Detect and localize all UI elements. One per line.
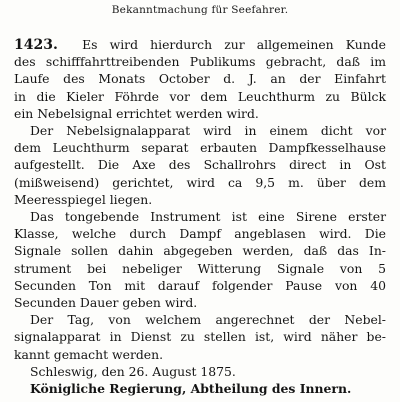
text-line: dem Leuchthurm separat erbauten Dampfkesselhause xyxy=(14,140,386,156)
text-line: Signale sollen dahin abgegeben werden, daß das In- xyxy=(14,243,386,259)
text-line: signalapparat in Dienst zu stellen ist, wird näher be- xyxy=(14,329,386,345)
place-date: Schleswig, den 26. August 1875. xyxy=(30,363,236,379)
text-line: Der Nebelsignalapparat wird in einem dicht vor xyxy=(30,123,386,138)
text-line: Klasse, welche durch Dampf angeblasen wird. Die xyxy=(14,226,386,242)
text-line: Meeresspiegel liegen. xyxy=(14,191,153,207)
text-line: in die Kieler Föhrde vor dem Leuchthurm zu Bülck xyxy=(14,88,386,104)
notice-heading: Bekanntmachung für Seefahrer. xyxy=(111,4,289,16)
text-line: des schifffahrttreibenden Publikums gebracht, daß im xyxy=(14,54,386,70)
text-line: kannt gemacht werden. xyxy=(14,346,164,362)
text-line: Laufe des Monats October d. J. an der Einfahrt xyxy=(14,71,386,87)
text-line: (mißweisend) gerichtet, wird ca 9,5 m. über dem xyxy=(14,174,386,190)
text-line: Das tongebende Instrument ist eine Sirene erster xyxy=(30,209,386,224)
authority-signature: Königliche Regierung, Abtheilung des Innern. xyxy=(30,381,352,396)
text-line: ein Nebelsignal errichtet werden wird. xyxy=(14,105,259,121)
notice-number: 1423. xyxy=(14,37,58,53)
text-line: strument bei nebeliger Witterung Signale von 5 xyxy=(14,260,386,276)
text-line: Es wird hierdurch zur allgemeinen Kunde xyxy=(82,37,386,52)
text-line: Secunden Ton mit darauf folgender Pause von 40 xyxy=(14,277,386,293)
text-line: Der Tag, von welchem angerechnet der Nebel- xyxy=(30,312,386,328)
text-line: Secunden Dauer geben wird. xyxy=(14,295,198,310)
text-line: aufgestellt. Die Axe des Schallrohrs direct in Ost xyxy=(14,157,386,173)
notice-first-line xyxy=(14,36,386,54)
